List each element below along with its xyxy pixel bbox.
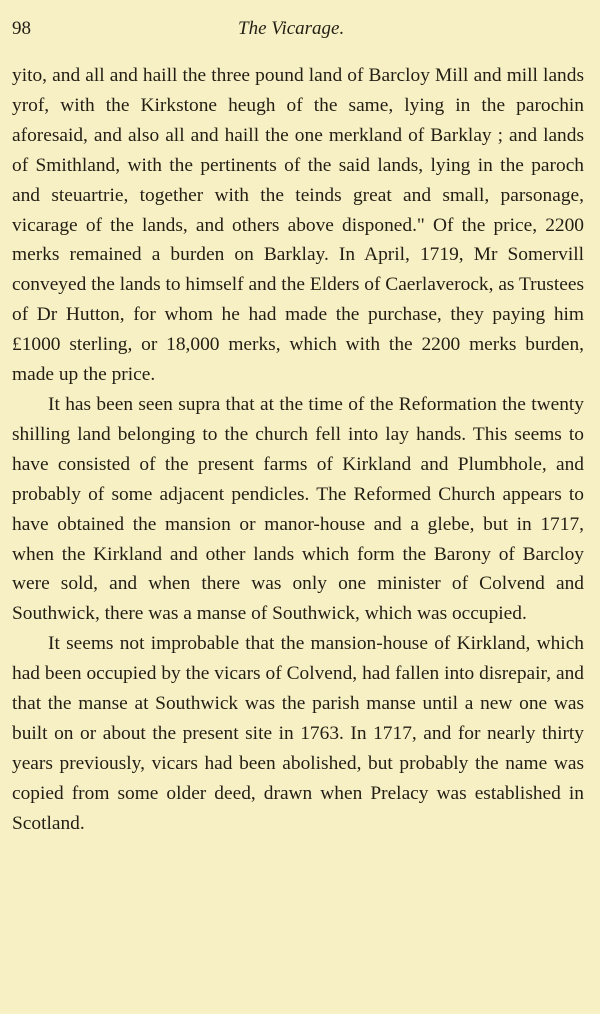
body-text bbox=[12, 61, 584, 839]
page-header bbox=[0, 16, 600, 46]
paragraph-mansion-house: It seems not improbable that the mansion-house of Kirkland, which had been occupied by the vicars of Colvend, had fallen into disrepair, and that the manse at Southwick was the parish manse until a new one was built on or about the present site in 1763. In 1717, and for nearly thirty years previously, vicars had been abolished, but probably the name was copied from some older deed, drawn when Prelacy was established in Scotland. bbox=[12, 633, 584, 834]
paragraph-reformation: It has been seen supra that at the time of the Reformation the twenty shilling land belonging to the church fell into lay hands. This seems to have consisted of the present farms of Kirkland and Plumbhole, and probably of some adjacent pendicles. The Reformed Church appears to have obtained the mansion or manor-house and a glebe, but in 1717, when the Kirkland and other lands which form the Barony of Barcloy were sold, and when there was only one minister of Colvend and Southwick, there was a manse of Southwick, which was occupied. bbox=[12, 393, 584, 625]
running-title: The Vicarage. bbox=[238, 18, 345, 39]
page-number: 98 bbox=[12, 18, 31, 39]
paragraph-continuation: yito, and all and haill the three pound land of Barcloy Mill and mill lands yrof, with the Kirkstone heugh of the same, lying in the parochin aforesaid, and also all and haill the one merkland of Barklay ; and lands of Smithland, with the pertinents of the said lands, lying in the paroch and steuartrie, together with the teinds great and small, parsonage, vicarage of the lands, and others above disponed." Of the price, 2200 merks remained a burden on Barklay. In April, 1719, Mr Somervill conveyed the lands to himself and the Elders of Caerlaverock, as Trustees of Dr Hutton, for whom he had made the purchase, they paying him £1000 sterling, or 18,000 merks, which with the 2200 merks burden, made up the price. bbox=[12, 65, 584, 386]
